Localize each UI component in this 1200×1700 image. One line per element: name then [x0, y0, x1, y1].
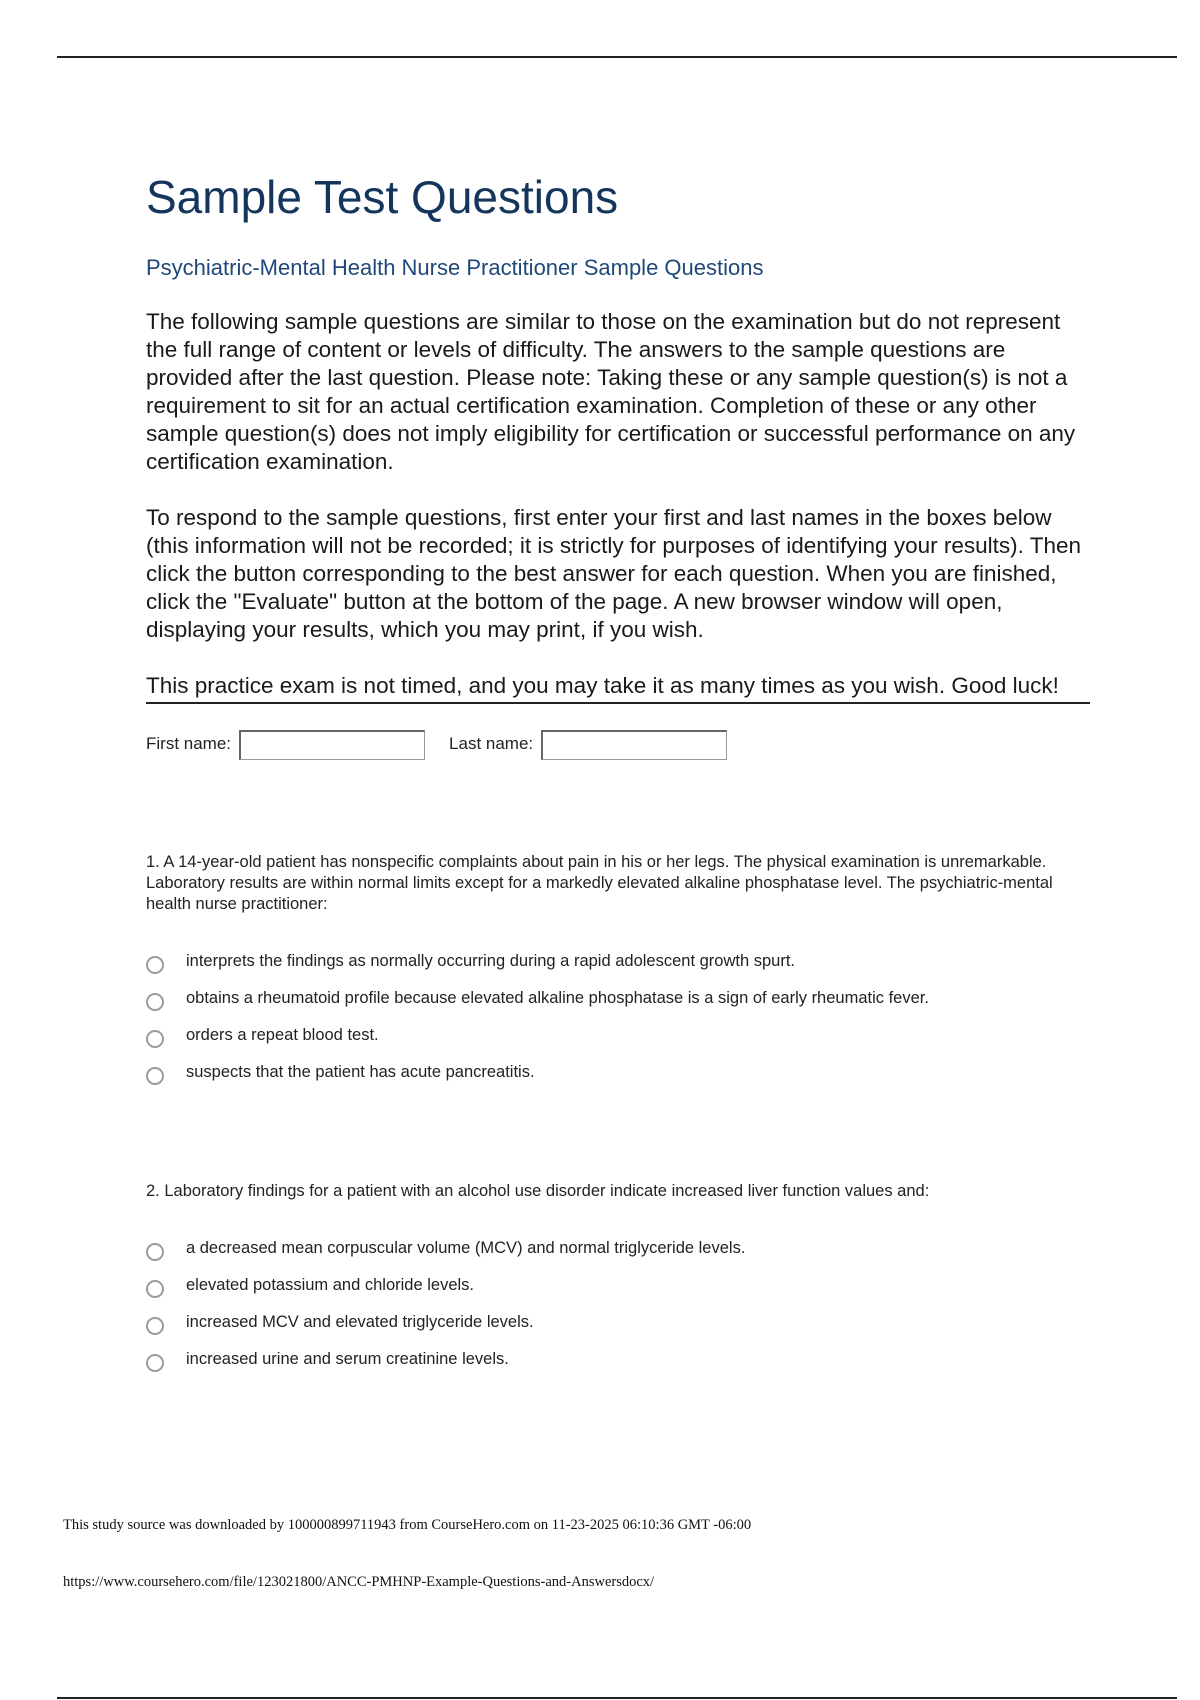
top-rule	[57, 56, 1177, 58]
bottom-rule	[57, 1697, 1177, 1699]
question-1-options	[146, 943, 1090, 1091]
question-2	[146, 1181, 1090, 1202]
option-label: elevated potassium and chloride levels.	[186, 1275, 475, 1294]
intro-text	[146, 308, 1090, 700]
question-1-text: 1. A 14-year-old patient has nonspecific complaints about pain in his or her legs. The physical examination is unremarkable. Laboratory results are within normal limits except for a markedly elevated alkaline phosphatase level. The psychiatric-mental health nurse practitioner:	[146, 852, 1053, 913]
name-form	[146, 730, 1090, 760]
question-1	[146, 852, 1090, 915]
question-2-options	[146, 1230, 1090, 1378]
source-url: https://www.coursehero.com/file/123021800/ANCC-PMHNP-Example-Questions-and-Answersdocx/	[63, 1574, 655, 1590]
last-name-label: Last name:	[449, 733, 534, 753]
section-divider	[146, 702, 1090, 704]
first-name-input[interactable]	[239, 730, 425, 760]
option-label: increased urine and serum creatinine levels.	[186, 1349, 509, 1368]
timing-paragraph: This practice exam is not timed, and you may take it as many times as you wish. Good luck!	[146, 672, 1059, 698]
download-note: This study source was downloaded by 100000899711943 from CourseHero.com on 11-23-2025 06:10:36 GMT -06:00	[63, 1517, 752, 1533]
option-label: increased MCV and elevated triglyceride levels.	[186, 1312, 534, 1331]
radio-button[interactable]	[146, 1280, 164, 1298]
instructions-paragraph: To respond to the sample questions, first enter your first and last names in the boxes below (this information will not be recorded; it is strictly for purposes of identifying your results). Then click the button corresponding to the best answer for each question. When you are finished, click the "Evaluate" button at the bottom of the page. A new browser window will open, displaying your results, which you may print, if you wish.	[146, 504, 1081, 642]
q1-option-d[interactable]	[146, 1054, 1090, 1091]
radio-button[interactable]	[146, 1243, 164, 1261]
q2-option-d[interactable]	[146, 1341, 1090, 1378]
question-2-text: 2. Laboratory findings for a patient with an alcohol use disorder indicate increased liver function values and:	[146, 1181, 930, 1200]
option-label: suspects that the patient has acute pancreatitis.	[186, 1062, 535, 1081]
q2-option-b[interactable]	[146, 1267, 1090, 1304]
radio-button[interactable]	[146, 1317, 164, 1335]
page-title: Sample Test Questions	[146, 171, 619, 223]
option-label: orders a repeat blood test.	[186, 1025, 379, 1044]
radio-button[interactable]	[146, 993, 164, 1011]
q2-option-c[interactable]	[146, 1304, 1090, 1341]
first-name-label: First name:	[146, 733, 232, 753]
page-subtitle: Psychiatric-Mental Health Nurse Practitioner Sample Questions	[146, 255, 764, 281]
q1-option-b[interactable]	[146, 980, 1090, 1017]
radio-button[interactable]	[146, 1067, 164, 1085]
option-label: a decreased mean corpuscular volume (MCV) and normal triglyceride levels.	[186, 1238, 746, 1257]
radio-button[interactable]	[146, 956, 164, 974]
last-name-input[interactable]	[541, 730, 727, 760]
q1-option-a[interactable]	[146, 943, 1090, 980]
option-label: interprets the findings as normally occurring during a rapid adolescent growth spurt.	[186, 951, 795, 970]
radio-button[interactable]	[146, 1030, 164, 1048]
q2-option-a[interactable]	[146, 1230, 1090, 1267]
intro-paragraph: The following sample questions are similar to those on the examination but do not represent the full range of content or levels of difficulty. The answers to the sample questions are provided after the last question. Please note: Taking these or any sample question(s) is not a requirement to sit for an actual certification examination. Completion of these or any other sample question(s) does not imply eligibility for certification or successful performance on any certification examination.	[146, 308, 1076, 474]
q1-option-c[interactable]	[146, 1017, 1090, 1054]
option-label: obtains a rheumatoid profile because elevated alkaline phosphatase is a sign of early rheumatic fever.	[186, 988, 929, 1007]
radio-button[interactable]	[146, 1354, 164, 1372]
page-content	[146, 170, 1090, 1378]
